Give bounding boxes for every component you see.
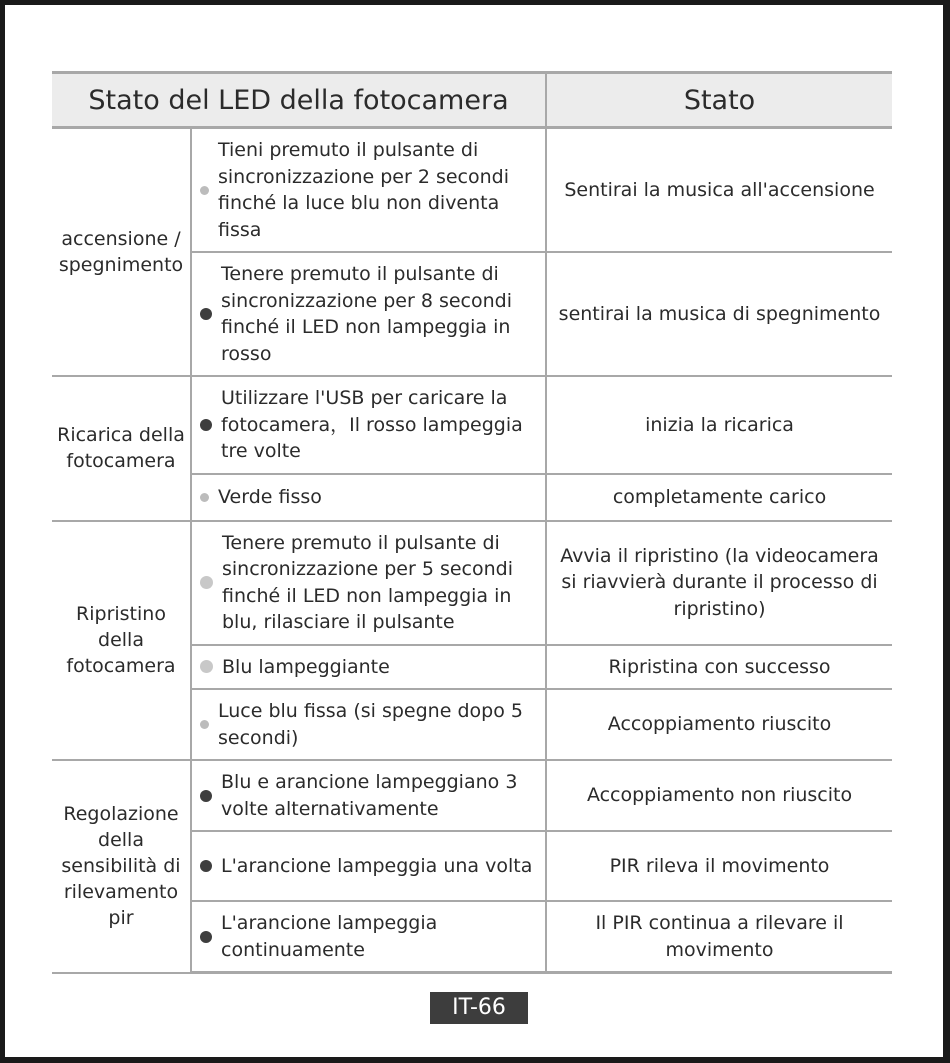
led-indicator-icon bbox=[200, 660, 213, 673]
status-cell: inizia la ricarica bbox=[546, 376, 892, 474]
header-state: Stato bbox=[546, 73, 892, 128]
status-cell: Accoppiamento riuscito bbox=[546, 689, 892, 760]
led-indicator-icon bbox=[200, 860, 212, 872]
led-indicator-icon bbox=[200, 308, 212, 320]
status-cell: Il PIR continua a rilevare il movimento bbox=[546, 901, 892, 973]
led-indicator-icon bbox=[200, 720, 209, 729]
description-text: Blu e arancione lampeggiano 3 volte alternativamente bbox=[221, 771, 518, 820]
description-text: Blu lampeggiante bbox=[222, 655, 390, 678]
led-indicator-icon bbox=[200, 931, 212, 943]
table-row bbox=[52, 760, 892, 831]
status-cell: Sentirai la musica all'accensione bbox=[546, 128, 892, 253]
category-cell: Ripristino della fotocamera bbox=[52, 521, 191, 761]
description-text: Verde fisso bbox=[218, 485, 322, 508]
description-text: Tieni premuto il pulsante di sincronizzazione per 2 secondi finché la luce blu non diventa fissa bbox=[218, 139, 510, 241]
led-indicator-icon bbox=[200, 493, 209, 502]
page-number: IT-66 bbox=[430, 992, 528, 1024]
description-cell bbox=[191, 128, 546, 253]
led-indicator-icon bbox=[200, 419, 212, 431]
description-cell bbox=[191, 901, 546, 973]
description-cell bbox=[191, 645, 546, 690]
description-cell bbox=[191, 689, 546, 760]
led-indicator-icon bbox=[200, 186, 209, 195]
status-cell: Accoppiamento non riuscito bbox=[546, 760, 892, 831]
manual-page bbox=[5, 5, 943, 1057]
led-indicator-icon bbox=[200, 576, 213, 589]
category-cell: Regolazione della sensibilità di rilevamento pir bbox=[52, 760, 191, 973]
description-text: Tenere premuto il pulsante di sincronizzazione per 8 secondi finché il LED non lampeggia in rosso bbox=[221, 263, 513, 365]
category-cell: accensione / spegnimento bbox=[52, 128, 191, 377]
table-row bbox=[52, 521, 892, 645]
description-cell bbox=[191, 760, 546, 831]
description-text: L'arancione lampeggia una volta bbox=[221, 854, 533, 877]
table-header-row bbox=[52, 73, 892, 128]
description-text: L'arancione lampeggia continuamente bbox=[221, 912, 438, 961]
status-cell: completamente carico bbox=[546, 474, 892, 521]
header-led-state: Stato del LED della fotocamera bbox=[52, 73, 546, 128]
status-cell: sentirai la musica di spegnimento bbox=[546, 252, 892, 376]
description-cell bbox=[191, 252, 546, 376]
led-indicator-icon bbox=[200, 790, 212, 802]
status-cell: Ripristina con successo bbox=[546, 645, 892, 690]
table-row bbox=[52, 376, 892, 474]
table-row bbox=[52, 128, 892, 253]
status-cell: PIR rileva il movimento bbox=[546, 831, 892, 901]
led-status-table bbox=[52, 71, 892, 974]
description-cell bbox=[191, 831, 546, 901]
description-cell bbox=[191, 521, 546, 645]
category-cell: Ricarica della fotocamera bbox=[52, 376, 191, 521]
description-cell bbox=[191, 376, 546, 474]
description-text: Utilizzare l'USB per caricare la fotocamera，Il rosso lampeggia tre volte bbox=[221, 387, 523, 462]
status-cell: Avvia il ripristino (la videocamera si riavvierà durante il processo di ripristino) bbox=[546, 521, 892, 645]
description-cell bbox=[191, 474, 546, 521]
description-text: Tenere premuto il pulsante di sincronizzazione per 5 secondi finché il LED non lampeggia in blu, rilasciare il pulsante bbox=[222, 531, 514, 633]
description-text: Luce blu fissa (si spegne dopo 5 secondi) bbox=[218, 700, 523, 749]
